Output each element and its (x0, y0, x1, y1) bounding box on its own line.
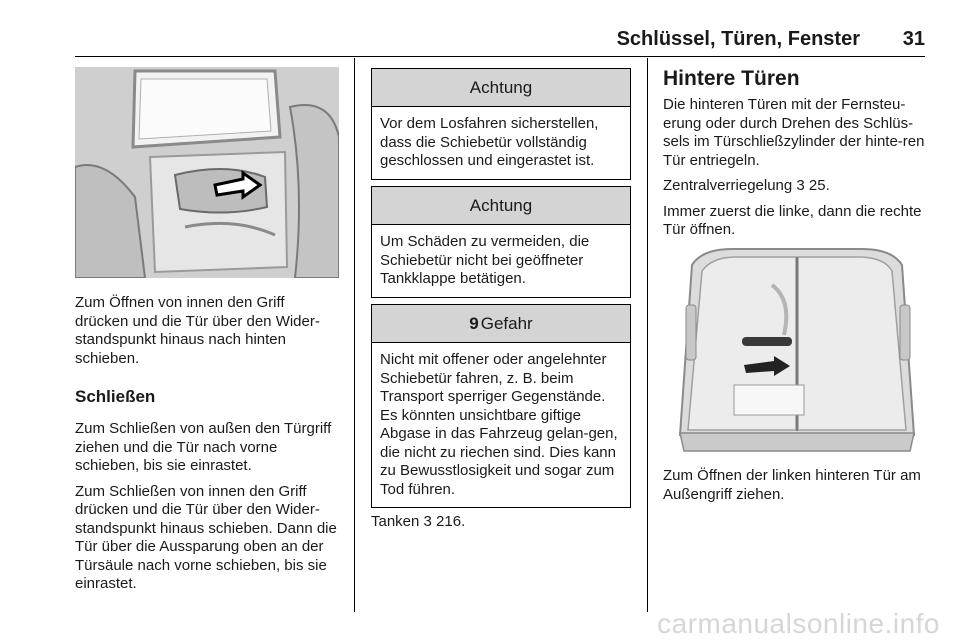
column-divider-right (647, 58, 648, 612)
header-rule (75, 56, 925, 57)
sliding-door-interior-illustration (75, 67, 339, 278)
paragraph-central-locking-ref: Zentralverriegelung 3 25. (663, 177, 830, 194)
notice-box-1-text: Vor dem Losfahren sicherstellen, dass die Schiebetür vollständig geschlossen und eingerastet ist. (380, 115, 599, 169)
danger-box-header (372, 305, 630, 343)
paragraph-close-outside: Zum Schließen von außen den Türgriff ziehen und die Tür nach vorne schieben, bis sie einrastet. (75, 420, 332, 474)
heading-hintere-tueren: Hintere Türen (663, 67, 800, 90)
rear-doors-illustration (672, 245, 922, 455)
notice-box-2-text: Um Schäden zu vermeiden, die Schiebetür nicht bei geöffneter Tankklappe betätigen. (380, 233, 590, 287)
danger-box-text: Nicht mit offener oder angelehnter Schiebetür fahren, z. B. beim Transport sperriger Gegenstände. Es könnten unsichtbare giftige Abgase in das Fahrzeug gelan-gen, die nicht zu riechen sind. Dies kann zu Bewusstlosigkeit und sogar zum Tod führen. (380, 351, 618, 498)
danger-box (371, 304, 631, 508)
watermark: carmanualsonline.info (657, 608, 940, 639)
notice-box-1 (371, 68, 631, 180)
heading-schliessen: Schließen (75, 387, 156, 406)
header-title: Schlüssel, Türen, Fenster (616, 28, 860, 50)
paragraph-close-inside: Zum Schließen von innen den Griff drücken und die Tür über den Wider-standspunkt hinaus schieben. Dann die Tür über die Aussparung oben an der Türsäule nach vorne schieben, bis sie einrastet. (75, 482, 337, 592)
column-divider-left (354, 58, 355, 612)
image-caption-rear-door: Zum Öffnen der linken hinteren Tür am Außengriff ziehen. (663, 467, 921, 503)
notice-box-2 (371, 186, 631, 298)
image-caption-sliding-door: Zum Öffnen von innen den Griff drücken und die Tür über den Wider-standspunkt hinaus nach hinten schieben. (75, 294, 320, 367)
paragraph-unlock-rear-doors: Die hinteren Türen mit der Fernsteu-erung oder durch Drehen des Schlüs-sels im Türschließzylinder der hinte-ren Tür entriegeln. (663, 96, 925, 169)
tanken-reference: Tanken 3 216. (371, 513, 466, 530)
danger-box-title: Gefahr (480, 314, 533, 333)
notice-box-1-title: Achtung (372, 69, 630, 107)
page-number: 31 (902, 28, 925, 50)
notice-box-2-title: Achtung (372, 187, 630, 225)
warning-triangle-icon: 9 (469, 314, 479, 333)
paragraph-open-order: Immer zuerst die linke, dann die rechte Tür öffnen. (663, 202, 922, 238)
